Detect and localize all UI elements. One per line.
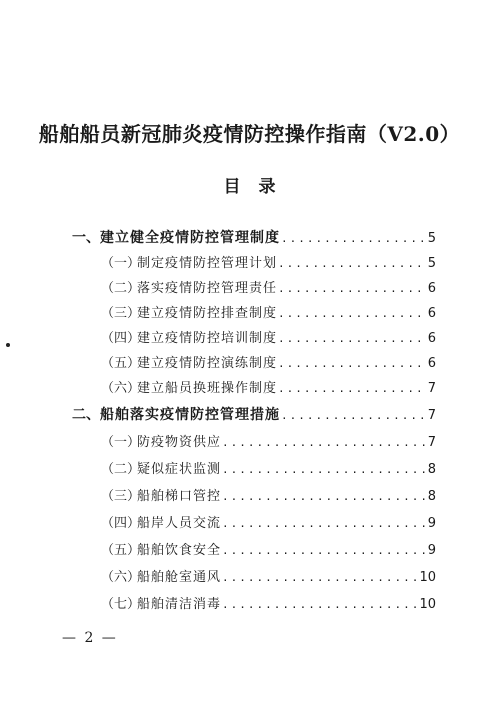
- dot-leader: [277, 282, 426, 295]
- toc-entry-page: 6: [427, 356, 436, 371]
- toc-entry[interactable]: [101, 593, 436, 613]
- toc-heading: 目录: [223, 177, 294, 197]
- toc-entry-label: 船舶舱室通风: [137, 570, 222, 585]
- toc-entry-label: 船舶落实疫情防控管理措施: [100, 407, 280, 423]
- toc-entry-label: 船舶清洁消毒: [137, 597, 222, 612]
- toc-entry-number: （二）: [101, 281, 141, 296]
- dot-leader: [277, 382, 426, 395]
- toc-entry[interactable]: [101, 512, 436, 532]
- toc-entry-page: 7: [427, 435, 436, 450]
- toc-entry-number: （三）: [101, 489, 141, 504]
- dot-leader: [221, 571, 417, 584]
- dot-leader: [221, 544, 426, 557]
- toc-entry-number: 一、: [72, 230, 100, 246]
- toc-entry-page: 9: [427, 543, 436, 558]
- toc-entry-page: 9: [427, 516, 436, 531]
- toc-entry-page: 10: [419, 597, 436, 612]
- toc-entry-label: 疑似症状监测: [137, 462, 222, 477]
- toc-entry-number: （一）: [101, 435, 141, 450]
- toc-entry-number: （三）: [101, 306, 141, 321]
- dot-leader: [280, 409, 426, 422]
- dot-leader: [221, 436, 426, 449]
- toc-entry-page: 5: [427, 256, 436, 271]
- dot-leader: [277, 332, 426, 345]
- dot-leader: [221, 463, 426, 476]
- toc-entry[interactable]: [101, 302, 436, 322]
- toc-entry-number: 二、: [72, 407, 100, 423]
- toc-entry-label: 建立疫情防控排查制度: [137, 306, 278, 321]
- toc-entry[interactable]: [72, 404, 436, 424]
- toc-entry-number: （五）: [101, 543, 141, 558]
- toc-entry[interactable]: [101, 277, 436, 297]
- toc-entry-label: 建立船员换班操作制度: [137, 381, 278, 396]
- toc-entry[interactable]: [101, 327, 436, 347]
- toc-entry[interactable]: [101, 458, 436, 478]
- toc-entry-page: 6: [427, 331, 436, 346]
- toc-entry-label: 建立疫情防控演练制度: [137, 356, 278, 371]
- toc-entry-page: 5: [427, 231, 436, 246]
- toc-entry-label: 建立疫情防控培训制度: [137, 331, 278, 346]
- toc-entry-number: （六）: [101, 381, 141, 396]
- toc-entry-page: 8: [427, 462, 436, 477]
- toc-entry-label: 建立健全疫情防控管理制度: [100, 230, 280, 246]
- toc-entry-number: （五）: [101, 356, 141, 371]
- toc-entry[interactable]: [101, 485, 436, 505]
- dot-leader: [280, 232, 426, 245]
- dot-leader: [277, 257, 426, 270]
- toc-entry[interactable]: [101, 539, 436, 559]
- toc-entry-number: （六）: [101, 570, 141, 585]
- toc-entry-page: 6: [427, 306, 436, 321]
- toc-entry-number: （二）: [101, 462, 141, 477]
- toc-entry-label: 制定疫情防控管理计划: [137, 256, 278, 271]
- margin-dot: [6, 343, 10, 347]
- toc-entry[interactable]: [101, 566, 436, 586]
- toc-entry-number: （四）: [101, 516, 141, 531]
- toc-entry-page: 6: [427, 281, 436, 296]
- toc-entry-label: 船岸人员交流: [137, 516, 222, 531]
- toc-entry[interactable]: [101, 377, 436, 397]
- toc-entry-page: 10: [419, 570, 436, 585]
- dot-leader: [277, 357, 426, 370]
- toc-entry-label: 船舶饮食安全: [137, 543, 222, 558]
- page-number-footer: — 2 —: [62, 630, 118, 646]
- document-title: 船舶船员新冠肺炎疫情防控操作指南（V2.0）: [38, 122, 461, 146]
- toc-entry[interactable]: [101, 431, 436, 451]
- dot-leader: [221, 598, 417, 611]
- toc-entry-number: （一）: [101, 256, 141, 271]
- dot-leader: [277, 307, 426, 320]
- toc-entry-number: （七）: [101, 597, 141, 612]
- toc-entry-label: 船舶梯口管控: [137, 489, 222, 504]
- toc-entry-label: 落实疫情防控管理责任: [137, 281, 278, 296]
- toc-entry-page: 8: [427, 489, 436, 504]
- toc-entry-page: 7: [427, 381, 436, 396]
- toc-entry[interactable]: [72, 227, 436, 247]
- toc-entry-label: 防疫物资供应: [137, 435, 222, 450]
- dot-leader: [221, 517, 426, 530]
- toc-entry-page: 7: [427, 408, 436, 423]
- toc-entry-number: （四）: [101, 331, 141, 346]
- toc-entry[interactable]: [101, 252, 436, 272]
- dot-leader: [221, 490, 426, 503]
- toc-entry[interactable]: [101, 352, 436, 372]
